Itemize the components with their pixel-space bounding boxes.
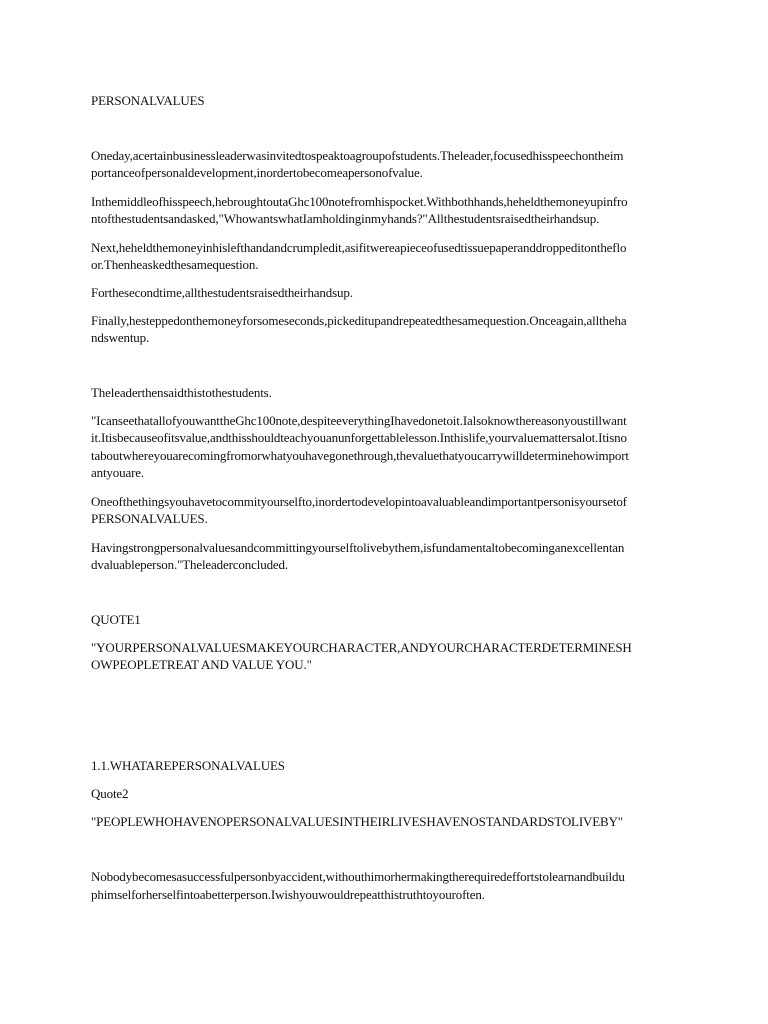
- paragraph-line: dvaluableperson."Theleaderconcluded.: [91, 557, 288, 572]
- paragraph-line: antyouare.: [91, 465, 145, 480]
- paragraph-line: or.Thenheaskedthesamequestion.: [91, 257, 259, 272]
- paragraph-line: Havingstrongpersonalvaluesandcommittingyourselftolivebythem,isfundamentaltobecominganexcellentan: [91, 540, 625, 555]
- paragraph-line: Next,heheldthemoneyinhislefthandandcrumpledit,asifitwereapieceofusedtissuepaperanddroppeditontheflo: [91, 240, 627, 255]
- paragraph-line: it.Itisbecauseofitsvalue,andthisshouldteachyouanunforgettablelesson.Inthislife,yourvaluemattersalot.Itisno: [91, 430, 627, 445]
- paragraph-line: Oneofthethingsyouhavetocommityourselfto,inordertodevelopintoavaluableandimportantpersonisyoursetof: [91, 494, 627, 509]
- paragraph-line: portanceofpersonaldevelopment,inordertobecomeapersonofvalue.: [91, 165, 423, 180]
- paragraph-line: Finally,hesteppedonthemoneyforsomeseconds,pickeditupandrepeatedthesamequestion.Onceagain,alltheha: [91, 313, 627, 328]
- document-title: PERSONALVALUES: [91, 93, 205, 108]
- quote1-text-line: "YOURPERSONALVALUESMAKEYOURCHARACTER,ANDYOURCHARACTERDETERMINESH: [91, 640, 632, 655]
- section-heading: 1.1.WHATAREPERSONALVALUES: [91, 758, 285, 773]
- quote1-text-line: OWPEOPLETREAT AND VALUE YOU.": [91, 657, 312, 672]
- paragraph-line: ndswentup.: [91, 330, 150, 345]
- paragraph-line: Inthemiddleofhisspeech,hebroughtoutaGhc100notefromhispocket.Withbothhands,heheldthemoneyupinfro: [91, 194, 628, 209]
- quote1-label: QUOTE1: [91, 612, 141, 627]
- paragraph-line: phimselforherselfintoabetterperson.Iwishyouwouldrepeatthistruthtoyouroften.: [91, 887, 485, 902]
- paragraph-line: ntofthestudentsandasked,"WhowantswhatIamholdinginmyhands?"Allthestudentsraisedtheirhandsup.: [91, 211, 600, 226]
- paragraph-line: Oneday,acertainbusinessleaderwasinvitedtospeaktoagroupofstudents.Theleader,focusedhisspeechontheim: [91, 148, 624, 163]
- paragraph-line: Nobodybecomesasuccessfulpersonbyaccident,withouthimorhermakingtherequiredeffortstolearnandbuildu: [91, 869, 625, 884]
- paragraph-line: Forthesecondtime,allthestudentsraisedtheirhandsup.: [91, 285, 353, 300]
- quote2-text-line: "PEOPLEWHOHAVENOPERSONALVALUESINTHEIRLIVESHAVENOSTANDARDSTOLIVEBY": [91, 814, 623, 829]
- paragraph-line: PERSONALVALUES.: [91, 511, 208, 526]
- paragraph-line: Theleaderthensaidthistothestudents.: [91, 385, 272, 400]
- quote2-label: Quote2: [91, 786, 129, 801]
- paragraph-line: "IcanseethatallofyouwanttheGhc100note,despiteeverythingIhavedonetoit.Ialsoknowthereasonyoustillwant: [91, 413, 627, 428]
- paragraph-line: taboutwhereyouarecomingfromorwhatyouhavegonethrough,thevaluethatyoucarrywilldeterminehowimport: [91, 448, 629, 463]
